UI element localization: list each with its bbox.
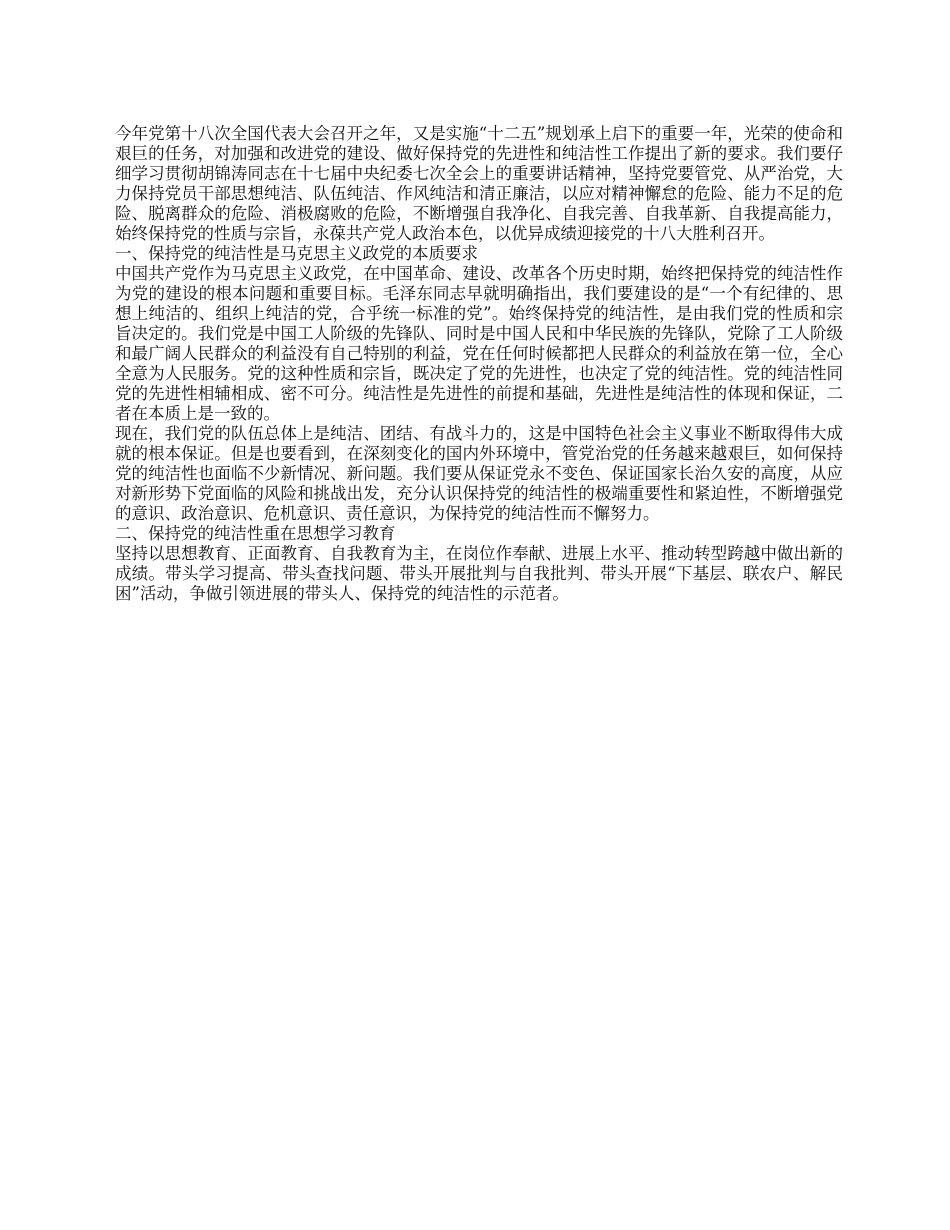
section-1-paragraph-2: 现在，我们党的队伍总体上是纯洁、团结、有战斗力的，这是中国特色社会主义事业不断取得伟大成就的根本保证。但是也要看到，在深刻变化的国内外环境中，管党治党的任务越来越艰巨，如何保持党的纯洁性也面临不少新情况、新问题。我们要从保证党永不变色、保证国家长治久安的高度，从应对新形势下党面临的风险和挑战出发，充分认识保持党的纯洁性的极端重要性和紧迫性，不断增强党的意识、政治意识、危机意识、责任意识，为保持党的纯洁性而不懈努力。: [115, 424, 843, 523]
intro-paragraph: 今年党第十八次全国代表大会召开之年，又是实施“十二五”规划承上启下的重要一年，光荣的使命和艰巨的任务，对加强和改进党的建设、做好保持党的先进性和纯洁性工作提出了新的要求。我们要仔细学习贯彻胡锦涛同志在十七届中央纪委七次全会上的重要讲话精神，坚持党要管党、从严治党，大力保持党员干部思想纯洁、队伍纯洁、作风纯洁和清正廉洁，以应对精神懈怠的危险、能力不足的危险、脱离群众的危险、消极腐败的危险，不断增强自我净化、自我完善、自我革新、自我提高能力，始终保持党的性质与宗旨，永葆共产党人政治本色，以优异成绩迎接党的十八大胜利召开。: [115, 124, 843, 243]
section-1-paragraph-1: 中国共产党作为马克思主义政党，在中国革命、建设、改革各个历史时期，始终把保持党的纯洁性作为党的建设的根本问题和重要目标。毛泽东同志早就明确指出，我们要建设的是“一个有纪律的、思想上纯洁的、组织上纯洁的党，合乎统一标准的党”。始终保持党的纯洁性，是由我们党的性质和宗旨决定的。我们党是中国工人阶级的先锋队、同时是中国人民和中华民族的先锋队，党除了工人阶级和最广阔人民群众的利益没有自己特别的利益，党在任何时候都把人民群众的利益放在第一位，全心全意为人民服务。党的这种性质和宗旨，既决定了党的先进性，也决定了党的纯洁性。党的纯洁性同党的先进性相辅相成、密不可分。纯洁性是先进性的前提和基础，先进性是纯洁性的体现和保证，二者在本质上是一致的。: [115, 264, 843, 423]
document-body: [115, 124, 843, 604]
section-heading-1: 一、保持党的纯洁性是马克思主义政党的本质要求: [115, 244, 478, 263]
section-2-paragraph-1: 坚持以思想教育、正面教育、自我教育为主，在岗位作奉献、进展上水平、推动转型跨越中做出新的成绩。带头学习提高、带头查找问题、带头开展批判与自我批判、带头开展“下基层、联农户、解民困”活动，争做引领进展的带头人、保持党的纯洁性的示范者。: [115, 544, 843, 603]
section-heading-2: 二、保持党的纯洁性重在思想学习教育: [115, 524, 396, 543]
